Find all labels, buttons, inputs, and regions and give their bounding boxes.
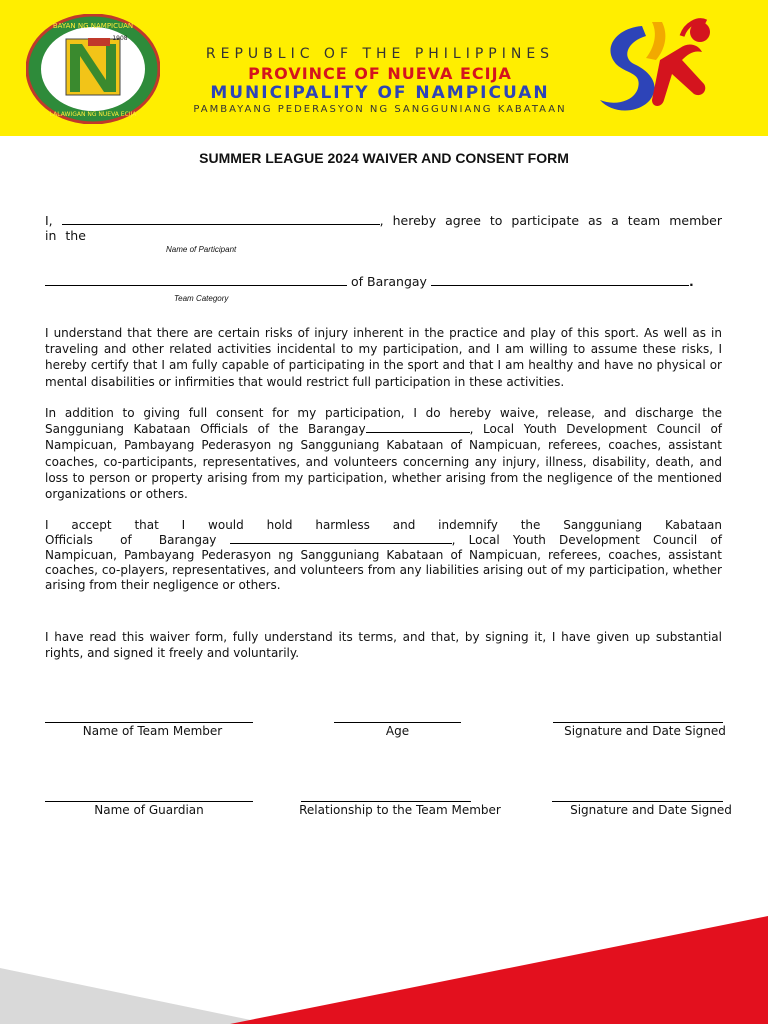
risk-paragraph: I understand that there are certain risks of injury inherent in the practice and play of this sport. As well as in traveling and other related activities incidental to my participation, and I am willing to assume these risks, I hereby certify that I am fully capable of participating in the sport and that I am healthy and have no physical or mental disabilities or infirmities that would restrict full participation in these activities.: [45, 326, 722, 389]
guardian-signature-line[interactable]: [552, 801, 723, 802]
team-member-name-label: Name of Team Member: [82, 724, 223, 738]
participant-name-caption: Name of Participant: [166, 245, 237, 254]
barangay-field[interactable]: [431, 285, 689, 286]
municipal-seal-logo: [26, 14, 160, 124]
participant-name-field[interactable]: [62, 224, 380, 225]
guardian-signature-label: Signature and Date Signed: [570, 803, 732, 817]
sangguniang-kabataan-logo: [594, 14, 724, 124]
statement-prefix: I,: [45, 213, 53, 228]
age-label: Age: [385, 724, 410, 738]
member-signature-line[interactable]: [553, 722, 723, 723]
relationship-label: Relationship to the Team Member: [299, 803, 501, 817]
team-member-name-line[interactable]: [45, 722, 253, 723]
team-category-field[interactable]: [45, 285, 347, 286]
age-line[interactable]: [334, 722, 461, 723]
barangay-label: of Barangay: [350, 274, 427, 289]
municipality-heading: MUNICIPALITY OF NAMPICUAN: [210, 83, 550, 103]
indemnify-paragraph: [45, 518, 722, 593]
form-title: SUMMER LEAGUE 2024 WAIVER AND CONSENT FORM: [199, 150, 569, 166]
release-barangay-field[interactable]: [366, 432, 470, 433]
line-end-period: .: [688, 274, 694, 289]
footer-decoration: [0, 900, 768, 1024]
guardian-name-label: Name of Guardian: [94, 803, 204, 817]
member-signature-label: Signature and Date Signed: [564, 724, 726, 738]
release-paragraph: [45, 405, 722, 502]
statement-suffix: , hereby agree to participate as a team member in the: [45, 213, 723, 243]
indemnify-barangay-field[interactable]: [230, 543, 452, 544]
header-text-block: [170, 46, 590, 115]
republic-heading: REPUBLIC OF THE PHILIPPINES: [205, 46, 555, 62]
federation-heading: PAMBAYANG PEDERASYON NG SANGGUNIANG KABATAAN: [193, 104, 567, 115]
province-heading: PROVINCE OF NUEVA ECIJA: [248, 64, 512, 83]
relationship-line[interactable]: [301, 801, 471, 802]
acknowledgment-paragraph: I have read this waiver form, fully understand its terms, and that, by signing it, I have given up substantial rights, and signed it freely and voluntarily.: [45, 630, 722, 661]
participant-statement: [45, 213, 730, 243]
seal-year: 1908: [112, 35, 128, 42]
guardian-name-line[interactable]: [45, 801, 253, 802]
team-barangay-line: [45, 274, 745, 289]
team-category-caption: Team Category: [174, 294, 229, 303]
indemnify-text-b: , Local Youth Development Council of Nampicuan, Pambayang Pederasyon ng Sangguniang Kabataan of Nampicuan, referees, coaches, assistant coaches, co-players, representatives, and volunteers from any liabilities arising out of my participation, whether arising from their negligence or others.: [45, 533, 722, 592]
release-text-a: In addition to giving full consent for my participation, I do hereby waive, release, and discharge the Sangguniang Kabataan Officials of the Barangay: [45, 406, 722, 437]
indemnify-text-a: I accept that I would hold harmless and indemnify the Sangguniang Kabataan Officials of Barangay: [45, 518, 722, 547]
header-banner: [0, 0, 768, 136]
seal-top-text: BAYAN NG NAMPICUAN: [52, 22, 134, 30]
seal-bottom-text: LALAWIGAN NG NUEVA ECIJA: [49, 111, 137, 118]
release-text-b: , Local Youth Development Council of Nampicuan, Pambayang Pederasyon ng Sangguniang Kabataan of Nampicuan, referees, coaches, assistant coaches, co-participants, representatives, and volunteers concerning any injury, illness, disability, death, and loss to person or property arising from my participation, whether arising from the negligence of the mentioned organizations or others.: [45, 422, 723, 502]
